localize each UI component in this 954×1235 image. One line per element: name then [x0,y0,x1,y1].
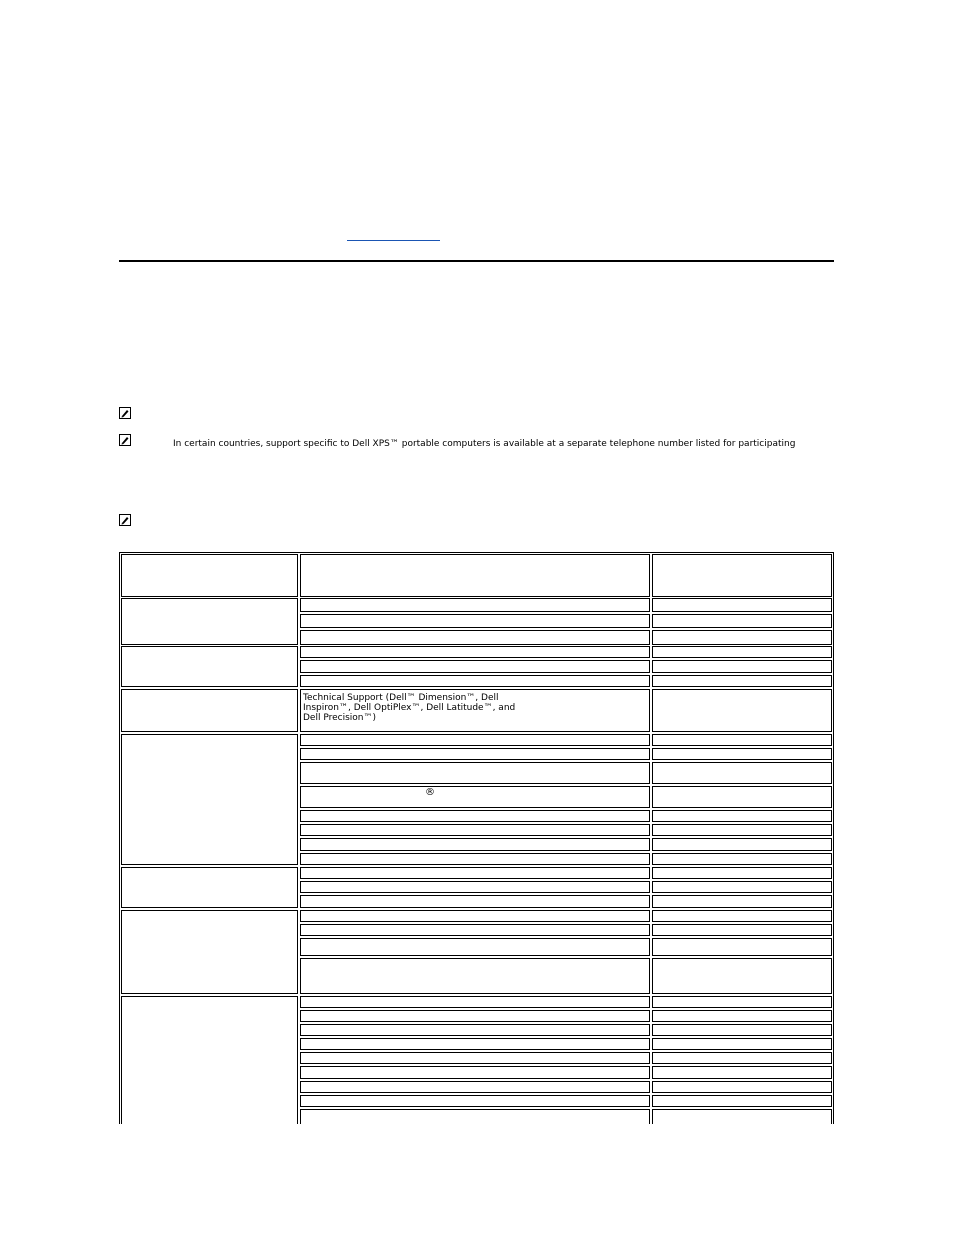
number-cell [652,867,832,879]
note-icon [119,434,131,446]
number-cell [652,1081,832,1093]
country-cell [121,689,298,732]
service-cell [300,881,650,893]
number-cell [652,660,832,673]
service-cell [300,924,650,936]
number-cell [652,598,832,612]
number-cell [652,895,832,908]
note-icon [119,514,131,526]
number-cell [652,646,832,658]
service-cell [300,1024,650,1036]
number-cell [652,1038,832,1050]
registered-mark: ® [425,787,435,798]
service-cell [300,630,650,645]
note-icon [119,407,131,419]
number-cell [652,748,832,760]
service-cell [300,838,650,851]
service-cell [300,748,650,760]
number-cell [652,958,832,994]
country-cell [121,598,298,645]
service-cell [300,734,650,746]
country-cell [121,867,298,908]
number-cell [652,675,832,687]
number-cell [652,786,832,808]
page-bottom-margin [0,1124,954,1235]
number-cell [652,1095,832,1107]
number-cell [652,996,832,1008]
number-cell [652,924,832,936]
number-cell [652,1052,832,1064]
table-header-cell [300,554,650,597]
support-description: Technical Support (Dell™ Dimension™, Dell Inspiron™, Dell OptiPlex™, Dell Latitude™, and Dell Precision™) [303,693,516,723]
service-cell [300,598,650,612]
number-cell [652,762,832,784]
service-cell [300,646,650,658]
note-text: In certain countries, support specific to Dell XPS™ portable computers is available at a separate telephone number listed for participating [173,439,796,449]
service-cell [300,1066,650,1079]
number-cell [652,1024,832,1036]
country-cell [121,734,298,865]
service-cell [300,1081,650,1093]
country-cell [121,996,298,1136]
service-cell [300,910,650,922]
service-cell [300,1052,650,1064]
number-cell [652,689,832,732]
service-cell [300,1038,650,1050]
service-cell [300,675,650,687]
service-cell [300,996,650,1008]
service-cell [300,958,650,994]
service-cell [300,762,650,784]
number-cell [652,614,832,628]
number-cell [652,734,832,746]
number-cell [652,881,832,893]
number-cell [652,1066,832,1079]
service-cell [300,1010,650,1022]
table-header-cell [121,554,298,597]
service-cell [300,895,650,908]
number-cell [652,938,832,956]
service-cell [300,853,650,865]
number-cell [652,824,832,836]
service-cell [300,810,650,822]
number-cell [652,838,832,851]
service-cell [300,660,650,673]
service-cell [300,1095,650,1107]
service-cell [300,614,650,628]
section-divider [119,260,834,262]
number-cell [652,1010,832,1022]
service-cell [300,689,650,732]
service-cell [300,938,650,956]
country-cell [121,646,298,687]
country-cell [121,910,298,994]
service-cell [300,867,650,879]
service-cell [300,786,650,808]
table-header-cell [652,554,832,597]
link-underline[interactable] [347,240,440,241]
number-cell [652,810,832,822]
number-cell [652,853,832,865]
number-cell [652,910,832,922]
service-cell [300,824,650,836]
number-cell [652,630,832,645]
